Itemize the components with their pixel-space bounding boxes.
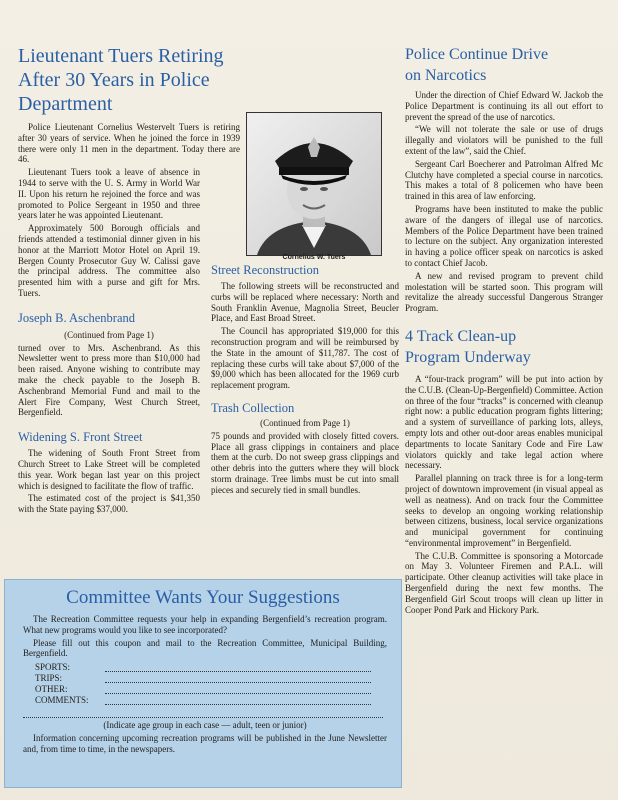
right-column (405, 44, 603, 617)
trash-continued: (Continued from Page 1) (260, 417, 350, 428)
left-column (18, 122, 240, 517)
comments-label: COMMENTS: (35, 695, 89, 706)
narcotics-paragraph: A new and revised program to prevent child molestation will be started soon. This program will revitalize the already successful Dangerous Stranger Program. (405, 270, 603, 314)
main-headline-block (18, 44, 398, 116)
front-street-paragraph: The widening of South Front Street from Church Street to Lake Street will be completed this year. Work began last year on this project which is designed to facilitate the flow of traffic. (18, 448, 200, 491)
narcotics-paragraph: Programs have been instituted to make the public aware of the dangers of illegal use of narcotics. Members of the Police Department have been trained to lecture on the subject. Any organization interested in having a police officer speak on narcotics is asked to contact Chief Jacob. (405, 203, 603, 268)
aschenbrand-paragraph: turned over to Mrs. Aschenbrand. As this Newsletter went to press more than $10,000 had been raised. Anyone wishing to contribute may make the check payable to the Joseph B. Aschenbrand Memorial Fund and mail to the Alert Fire Company, West Church Street, Bergenfield. (18, 342, 200, 418)
front-street-paragraph: The estimated cost of the project is $41,350 with the State paying $37,000. (18, 493, 200, 515)
tuers-paragraph: Lieutenant Tuers took a leave of absence in 1944 to serve with the U. S. Army in World War II. Upon his return he rejoined the force and was promoted to Police Sergeant in 1950 and three years later he was appointed Lieutenant. (18, 167, 200, 221)
police-officer-portrait-icon (247, 113, 381, 255)
narcotics-paragraph: Under the direction of Chief Edward W. Jackob the Police Department is continuing its all out effort to prevent the spread of the use of narcotics. (405, 90, 603, 122)
trips-input-line[interactable] (105, 674, 371, 683)
coupon-footer (5, 720, 401, 754)
sports-input-line[interactable] (105, 663, 371, 672)
coupon-intro: The Recreation Committee requests your help in expanding Bergenfield’s recreation program. What new programs would you like to see incorporated? (23, 614, 387, 635)
street-paragraph: The following streets will be reconstructed and curbs will be replaced where necessary: North and South Franklin Avenue, Magnolia Street, Beucler Place, and East Broad Street. (211, 281, 399, 324)
middle-column (211, 263, 399, 498)
coupon-instructions: Please fill out this coupon and mail to the Recreation Committee, Municipal Building, Bergenfield. (23, 637, 387, 659)
age-note: (Indicate age group in each case — adult, teen or junior) (103, 720, 307, 731)
other-label: OTHER: (35, 684, 68, 695)
other-field[interactable] (35, 683, 401, 694)
sports-field[interactable] (35, 661, 401, 672)
photo-caption: Cornelius W. Tuers (282, 254, 346, 261)
narcotics-paragraph: “We will not tolerate the sale or use of drugs illegally and violators will be punished to the full extent of the law”, said the Chief. (405, 124, 603, 156)
narcotics-headline: Police Continue Drive on Narcotics (405, 46, 549, 84)
tuers-photo (246, 112, 382, 256)
narcotics-paragraph: Sergeant Carl Boecherer and Patrolman Alfred Mc Clutchy have completed a special course in narcotics. This makes a total of 8 policemen who have been trained in this area of law enforcing. (405, 158, 603, 202)
trips-label: TRIPS: (35, 673, 63, 684)
tuers-paragraph: Police Lieutenant Cornelius Westervelt Tuers is retiring after 30 years of service. When he joined the force in 1939 there were only 11 men in the department. Today there are 46. (18, 122, 240, 165)
aschenbrand-headline: Joseph B. Aschenbrand (18, 310, 135, 325)
trips-field[interactable] (35, 672, 401, 683)
tuers-article-cont (18, 167, 200, 299)
coupon-body (5, 614, 401, 659)
tuers-article (18, 122, 240, 165)
other-input-line[interactable] (105, 685, 371, 694)
cleanup-headline: 4 Track Clean-up Program Underway (405, 327, 531, 366)
cleanup-paragraph: Parallel planning on track three is for a long-term project of downtown improvement (in visual appeal as well as neatness). And on track four the Committee seeks to develop an ongoing working relationship between citizens, business, local service organizations and municipal government for continuing “environmental improvement” in Bergenfield. (405, 473, 603, 548)
cleanup-paragraph: A “four-track program” will be put into action by the C.U.B. (Clean-Up-Bergenfield) Committee. Action on three of the four “tracks” is concerned with cleanup right now: a public education program fights littering; and a system of surveillance of parking lots, alleys, empty lots and other out-door areas enables municipal departments to locate Sanitary Code and Fire Law violators quickly and take legal action where necessary. (405, 373, 603, 471)
cleanup-paragraph: The C.U.B. Committee is sponsoring a Motorcade on May 3. Volunteer Firemen and P.A.L. will participate. Other cleanup activities will take place in Bergenfield during the next few months. The Bergenfield Girl Scout troops will clean up litter in Cooper Pond Park and Hickory Park. (405, 550, 603, 615)
suggestion-coupon (4, 579, 402, 788)
coupon-footer-text: Information concerning upcoming recreation programs will be published in the June Newsletter and, from time to time, in the newspapers. (23, 732, 387, 754)
street-reconstruction-headline: Street Reconstruction (211, 263, 319, 277)
comments-input-line[interactable] (105, 696, 371, 705)
aschenbrand-continued: (Continued from Page 1) (64, 329, 154, 340)
trash-headline: Trash Collection (211, 400, 295, 415)
tuers-headline: Lieutenant Tuers Retiring After 30 Years in Police Department (18, 45, 224, 115)
front-street-headline: Widening S. Front Street (18, 430, 143, 445)
comments-field[interactable] (35, 694, 401, 705)
tuers-paragraph: Approximately 500 Borough officials and friends attended a testimonial dinner given in his honor at the Marriott Motor Hotel on April 19. Bergen County Prosecutor Guy W. Calissi gave the principal address. The committee also presented him with a purse and gift for Mrs. Tuers. (18, 223, 200, 298)
coupon-headline: Committee Wants Your Suggestions (66, 587, 340, 608)
trash-paragraph: 75 pounds and provided with closely fitted covers. Place all grass clippings in containers and place them at the curb. Do not sweep grass clippings and other debris into the gutters where they will block storm drainage. Tree limbs must be cut into small pieces and securely tied in small bundles. (211, 430, 399, 495)
extra-comment-line[interactable] (23, 709, 383, 718)
street-paragraph: The Council has appropriated $19,000 for this reconstruction program and will be reimbursed by the State in the amount of $11,787. The cost of replacing these curbs will take about $7,000 of the $9,000 which has been allocated for the 1969 curb replacement program. (211, 326, 399, 391)
sports-label: SPORTS: (35, 662, 70, 673)
